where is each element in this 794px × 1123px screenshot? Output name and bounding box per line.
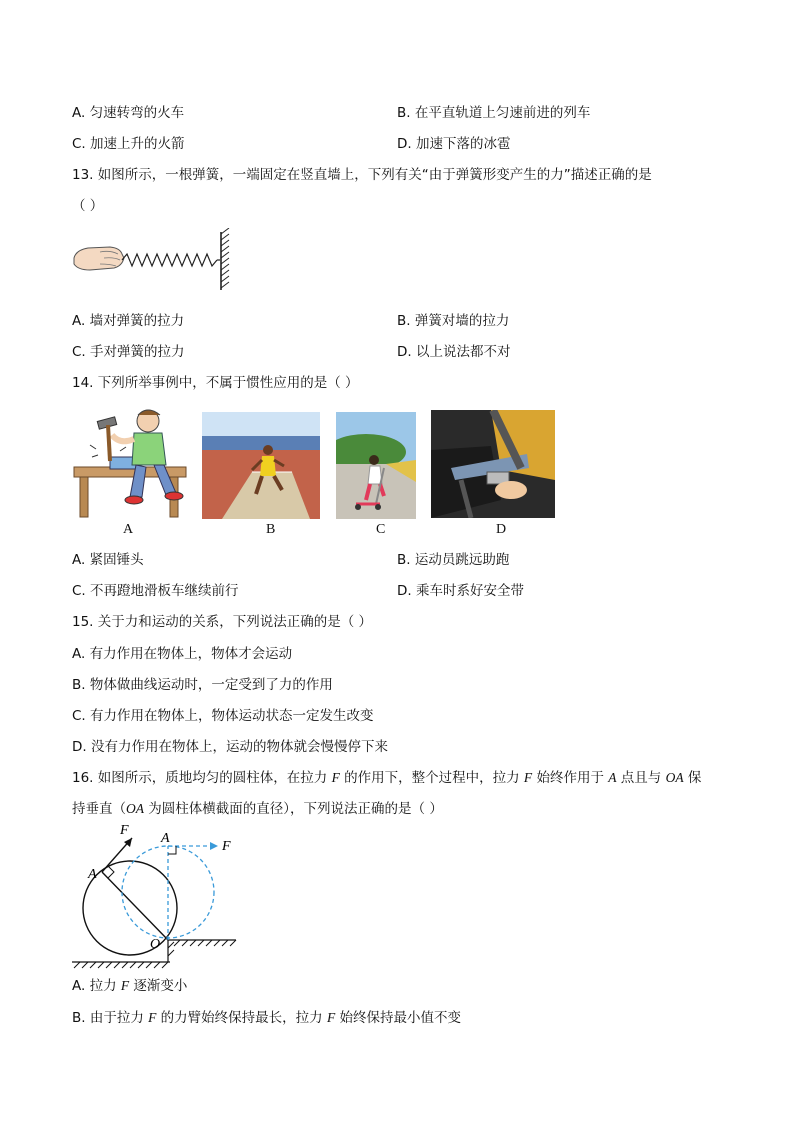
q16-stem-line1: 16. 如图所示，质地均匀的圆柱体，在拉力 F 的作用下，整个过程中，拉力 F 始终作用于 A 点且与 OA 保 [72,770,702,786]
q13-option-a: A. 墙对弹簧的拉力 [72,313,185,329]
wall-icon [221,228,229,290]
fig-label-O: O [150,937,161,952]
q15-option-d: D. 没有力作用在物体上，运动的物体就会慢慢停下来 [72,739,388,755]
scooter-image [336,412,416,519]
q14-option-c: C. 不再蹬地滑板车继续前行 [72,583,239,599]
figure-caption-c: C [376,522,386,537]
q14-option-a: A. 紧固锤头 [72,552,144,568]
q15-option-a: A. 有力作用在物体上，物体才会运动 [72,646,293,662]
q16-option-b: B. 由于拉力 F 的力臂始终保持最长，拉力 F 始终保持最小值不变 [72,1010,462,1026]
q12-option-d: D. 加速下落的冰雹 [397,136,511,152]
figure-caption-d: D [496,522,507,537]
q13-option-c: C. 手对弹簧的拉力 [72,344,185,360]
q13-option-b: B. 弹簧对墙的拉力 [397,313,510,329]
q12-option-c: C. 加速上升的火箭 [72,136,185,152]
q16-option-a: A. 拉力 F 逐渐变小 [72,978,188,994]
spring-coil [122,254,217,266]
long-jump-image [202,412,320,519]
q12-option-b: B. 在平直轨道上匀速前进的列车 [397,105,591,121]
q13-answer-paren: （ ） [72,198,104,214]
fig-label-A2: A [161,831,170,846]
q15-option-b: B. 物体做曲线运动时，一定受到了力的作用 [72,677,333,693]
hand-icon [74,247,124,270]
q13-stem: 13. 如图所示，一根弹簧，一端固定在竖直墙上，下列有关“由于弹簧形变产生的力”描述正确的是 [72,167,652,183]
q16-stem-line2: 持垂直（OA 为圆柱体横截面的直径），下列说法正确的是（ ） [72,801,443,817]
cylinder-lever-figure [70,820,250,970]
dashed-arrow-head-icon [210,842,218,850]
q13-option-d: D. 以上说法都不对 [397,344,511,360]
cylinder-circle [83,861,177,955]
hammer-bench-image [70,405,190,520]
q14-option-b: B. 运动员跳远助跑 [397,552,510,568]
q15-stem: 15. 关于力和运动的关系，下列说法正确的是（ ） [72,614,373,630]
fig-label-F1: F [120,823,129,838]
figure-caption-b: B [266,522,276,537]
q15-option-c: C. 有力作用在物体上，物体运动状态一定发生改变 [72,708,374,724]
q14-option-d: D. 乘车时系好安全带 [397,583,524,599]
q12-option-a: A. 匀速转弯的火车 [72,105,185,121]
fig-label-F2: F [222,839,231,854]
q14-stem: 14. 下列所举事例中，不属于惯性应用的是（ ） [72,375,359,391]
fig-label-A1: A [88,867,97,882]
seatbelt-image [431,410,555,518]
figure-caption-a: A [123,522,134,537]
spring-wall-figure [70,228,240,296]
